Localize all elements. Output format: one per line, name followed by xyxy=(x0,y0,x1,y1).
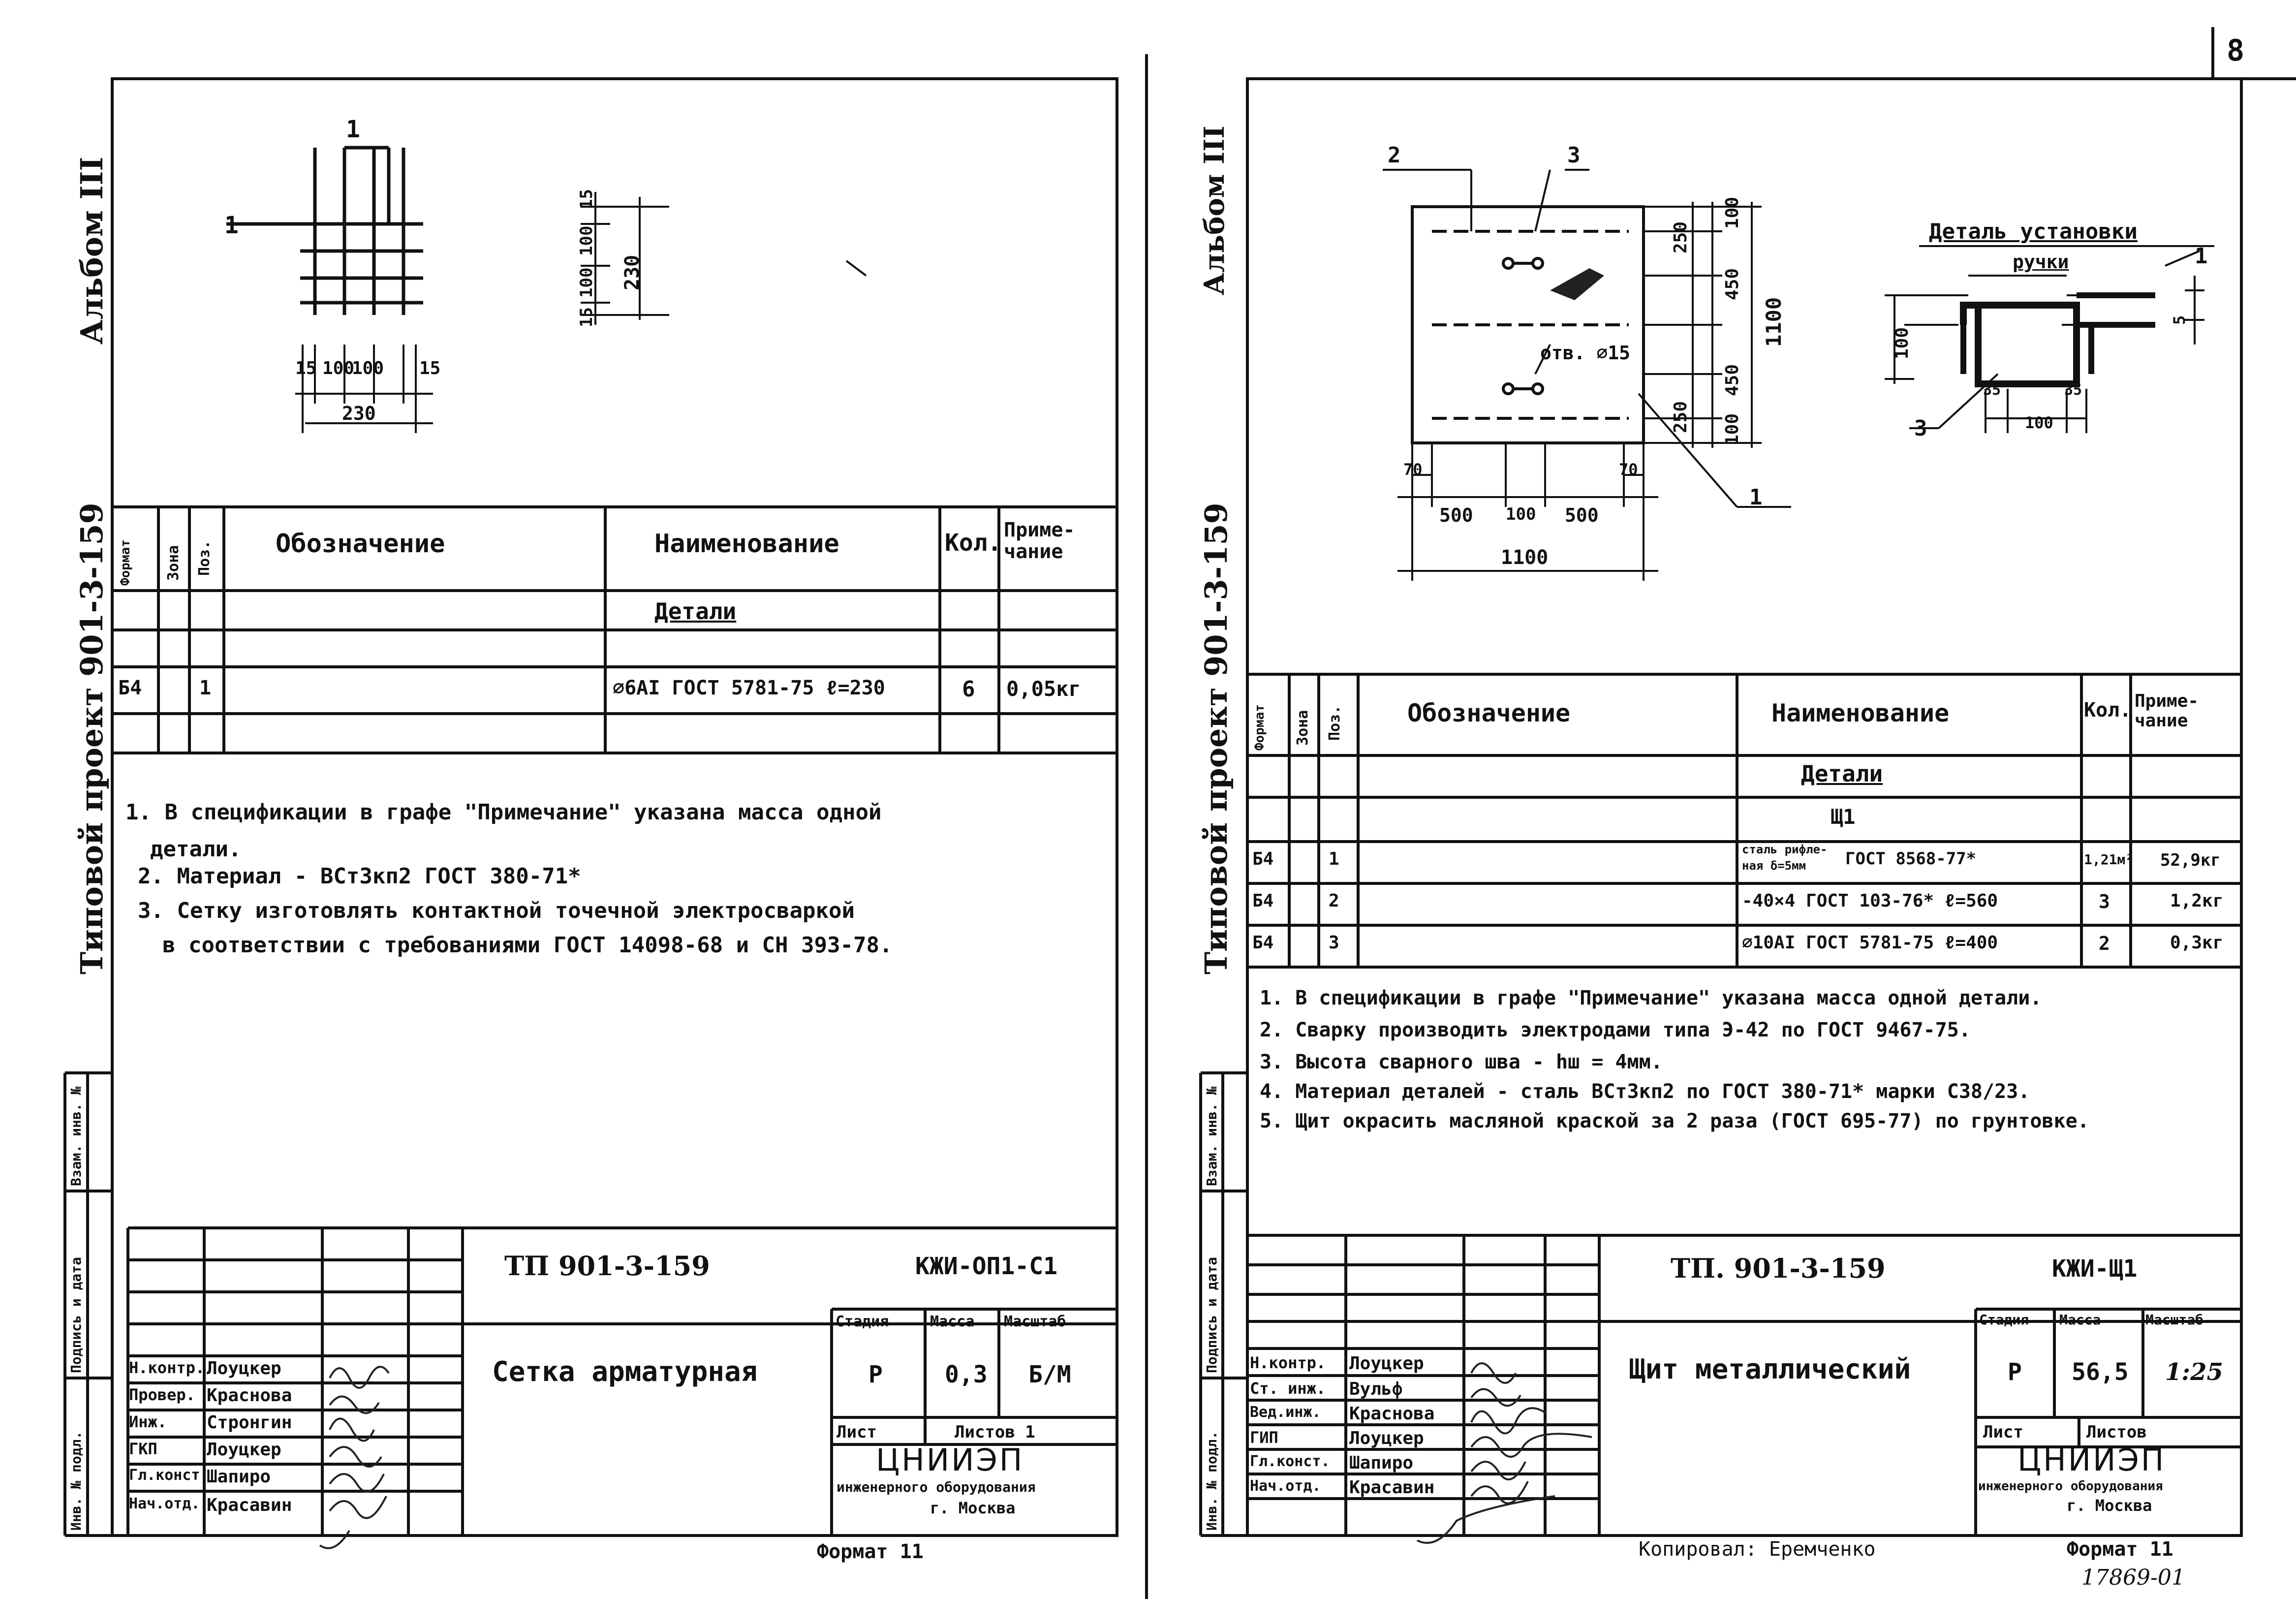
cell-name: ⌀10АI ГОСТ 5781-75 ℓ=400 xyxy=(1742,933,1998,953)
role-name: Красавин xyxy=(1349,1477,1435,1498)
hole-label: отв. ⌀15 xyxy=(1540,342,1631,364)
cell-pos: 1 xyxy=(1329,849,1339,869)
dim-label: 70 xyxy=(1619,460,1638,479)
col-note: Приме- чание xyxy=(1004,519,1075,563)
cell-note: 0,05кг xyxy=(1006,677,1081,701)
album-label: Альбом III xyxy=(74,157,110,345)
note-line: 4. Материал деталей - сталь ВСт3кп2 по ГОСТ 380-71* марки С38/23. xyxy=(1260,1080,2030,1103)
col-designation: Обозначение xyxy=(276,529,445,559)
col-stage: Стадия xyxy=(1979,1312,2029,1328)
note-line: 1. В спецификации в графе "Примечание" указана масса одной детали. xyxy=(1260,987,2042,1009)
role-label: Н.контр. xyxy=(129,1358,205,1377)
dim-label: 15 xyxy=(295,358,317,378)
role-name: Шапиро xyxy=(207,1467,271,1487)
leader-label: 2 xyxy=(1388,143,1401,168)
role-label: Гл.конст. xyxy=(129,1467,209,1484)
role-name: Лоуцкер xyxy=(1349,1353,1424,1374)
col-qty: Кол. xyxy=(945,529,1002,557)
col-scale: Масштаб xyxy=(2145,1312,2204,1328)
role-name: Лоуцкер xyxy=(207,1440,281,1460)
note-line: 3. Высота сварного шва - hш = 4мм. xyxy=(1260,1051,1663,1073)
detail-title: Деталь установки xyxy=(1929,219,2138,244)
col-format: Формат xyxy=(118,539,133,586)
detail-leader: 3 xyxy=(1914,416,1927,441)
leader-label: 1 xyxy=(224,212,239,239)
note-line: 3. Сетку изготовлять контактной точечной электросваркой xyxy=(138,898,855,923)
format-label: Формат 11 xyxy=(2067,1538,2173,1561)
detail-dim: 100 xyxy=(2025,413,2053,432)
side-stamp-inv: Инв. № подл. xyxy=(1204,1431,1220,1531)
dim-label: 70 xyxy=(1403,460,1423,479)
cell-pos: 2 xyxy=(1329,891,1339,911)
col-mass: Масса xyxy=(2059,1312,2101,1328)
detail-subtitle: ручки xyxy=(2013,251,2069,273)
side-stamp-inv: Инв. № подл. xyxy=(68,1431,84,1531)
mass-value: 56,5 xyxy=(2072,1358,2129,1386)
dim-label: 500 xyxy=(1439,504,1473,526)
role-label: Нач.отд. xyxy=(129,1495,200,1512)
subsection-title: Щ1 xyxy=(1831,805,1856,829)
leader-label: 1 xyxy=(346,116,360,143)
doc-code: ТП 901-3-159 xyxy=(504,1250,710,1282)
org-sub: инженерного оборудования xyxy=(837,1479,1036,1495)
col-scale: Масштаб xyxy=(1004,1313,1066,1330)
col-note: Приме- чание xyxy=(2135,691,2199,731)
scale-value: 1:25 xyxy=(2165,1358,2223,1386)
org-logo: ЦНИИЭП xyxy=(2017,1442,2166,1478)
role-name: Краснова xyxy=(1349,1404,1435,1424)
cell-name-c: ГОСТ 8568-77* xyxy=(1845,849,1977,869)
side-stamp-signature: Подпись и дата xyxy=(68,1256,84,1373)
role-label: ГКП xyxy=(129,1440,157,1458)
cell-note: 1,2кг xyxy=(2170,891,2224,911)
section-title: Детали xyxy=(1801,760,1883,787)
stage-value: Р xyxy=(2008,1358,2022,1386)
col-name: Наименование xyxy=(654,529,839,559)
col-zone: Зона xyxy=(1294,710,1311,746)
dim-label: 100 xyxy=(352,358,384,378)
sheet-code: КЖИ-ОП1-С1 xyxy=(915,1253,1057,1280)
org-sub: инженерного оборудования xyxy=(1978,1479,2163,1494)
dim-total: 1100 xyxy=(1762,297,1786,347)
col-qty: Кол. xyxy=(2084,699,2132,721)
dim-label: 100 xyxy=(577,267,596,298)
dim-total: 230 xyxy=(621,254,644,290)
dim-label: 100 xyxy=(1506,504,1536,524)
role-name: Лоуцкер xyxy=(1349,1428,1424,1448)
dim-label: 100 xyxy=(577,225,596,256)
album-label: Альбом III xyxy=(1198,125,1231,295)
cell-name: ⌀6АI ГОСТ 5781-75 ℓ=230 xyxy=(613,677,885,699)
section-title: Детали xyxy=(654,598,737,625)
col-pos: Поз. xyxy=(1326,705,1343,741)
cell-qty: 2 xyxy=(2099,933,2110,954)
sheet-label: Лист xyxy=(1983,1422,2023,1442)
copied-by: Копировал: Еремченко xyxy=(1639,1538,1876,1561)
cell-qty: 1,21м² xyxy=(2084,851,2134,868)
role-label: ГИП xyxy=(1250,1428,1278,1447)
note-line: 1. В спецификации в графе "Примечание" указана масса одной xyxy=(125,800,882,825)
role-name: Шапиро xyxy=(1349,1453,1414,1473)
col-name: Наименование xyxy=(1771,699,1950,727)
role-name: Лоуцкер xyxy=(207,1358,281,1379)
sheets-label: Листов 1 xyxy=(955,1422,1035,1442)
dim-label: 100 xyxy=(322,358,355,378)
project-label: Типовой проект 901-3-159 xyxy=(1198,502,1234,974)
role-name: Краснова xyxy=(207,1385,292,1406)
dim-total: 230 xyxy=(342,403,376,424)
side-stamp-replace: Взам. инв. № xyxy=(68,1086,84,1186)
col-designation: Обозначение xyxy=(1407,699,1571,727)
leader-label: 1 xyxy=(1749,485,1763,510)
cell-pos: 3 xyxy=(1329,933,1339,953)
mass-value: 0,3 xyxy=(945,1361,988,1388)
side-stamp-replace: Взам. инв. № xyxy=(1204,1086,1220,1186)
role-name: Вульф xyxy=(1349,1379,1403,1399)
cell-format: Б4 xyxy=(1252,891,1274,911)
dim-label: 100 xyxy=(1722,196,1742,229)
dim-total: 1100 xyxy=(1501,546,1549,569)
role-label: Нач.отд. xyxy=(1250,1477,1321,1495)
doc-code: ТП. 901-3-159 xyxy=(1671,1253,1886,1284)
detail-dim: 5 xyxy=(2170,315,2189,325)
cell-pos: 1 xyxy=(199,677,212,699)
dim-label: 15 xyxy=(419,358,441,378)
role-label: Н.контр. xyxy=(1250,1353,1326,1372)
format-label: Формат 11 xyxy=(817,1540,924,1563)
detail-dim: 100 xyxy=(1892,327,1912,359)
col-mass: Масса xyxy=(930,1313,975,1330)
cell-qty: 3 xyxy=(2099,891,2110,912)
stage-value: Р xyxy=(869,1361,883,1388)
cell-note: 52,9кг xyxy=(2160,850,2221,870)
dim-label: 15 xyxy=(577,189,596,209)
detail-dim: 35 xyxy=(1983,381,2001,399)
org-city: г. Москва xyxy=(2067,1496,2152,1515)
role-label: Инж. xyxy=(129,1412,167,1431)
sheets-label: Листов xyxy=(2086,1422,2147,1442)
leader-label: 3 xyxy=(1567,143,1581,168)
cell-name-a: сталь рифле- xyxy=(1742,843,1828,856)
col-stage: Стадия xyxy=(836,1313,889,1330)
cell-note: 0,3кг xyxy=(2170,933,2224,953)
note-line: детали. xyxy=(150,837,242,862)
sheet-title: Щит металлический xyxy=(1629,1353,1911,1385)
dim-label: 450 xyxy=(1722,268,1742,300)
sheet-title: Сетка арматурная xyxy=(492,1356,758,1388)
role-name: Красавин xyxy=(207,1495,292,1515)
dim-label: 450 xyxy=(1722,364,1742,396)
cell-qty: 6 xyxy=(962,677,975,702)
side-stamp-signature: Подпись и дата xyxy=(1204,1256,1220,1373)
page-number: 8 xyxy=(2227,33,2245,68)
cell-name: -40×4 ГОСТ 103-76* ℓ=560 xyxy=(1742,891,1998,911)
detail-dim: 35 xyxy=(2064,381,2082,399)
project-label: Типовой проект 901-3-159 xyxy=(74,502,110,974)
org-logo: ЦНИИЭП xyxy=(876,1442,1024,1478)
sheet-code: КЖИ-Щ1 xyxy=(2052,1255,2138,1283)
cell-format: Б4 xyxy=(1252,849,1274,869)
note-line: 2. Материал - ВСт3кп2 ГОСТ 380-71* xyxy=(138,864,581,889)
stamp-number: 17869-01 xyxy=(2081,1565,2185,1590)
dim-label: 250 xyxy=(1671,401,1691,433)
dim-label: 100 xyxy=(1722,413,1742,445)
dim-label: 15 xyxy=(577,307,596,327)
col-zone: Зона xyxy=(165,545,182,581)
cell-format: Б4 xyxy=(118,677,142,699)
sheet-label: Лист xyxy=(837,1422,877,1442)
note-line: в соответствии с требованиями ГОСТ 14098-68 и СН 393-78. xyxy=(162,933,893,958)
role-label: Вед.инж. xyxy=(1250,1404,1321,1421)
role-label: Провер. xyxy=(129,1385,195,1404)
col-format: Формат xyxy=(1252,704,1267,751)
org-city: г. Москва xyxy=(930,1499,1016,1517)
role-label: Ст. инж. xyxy=(1250,1379,1326,1398)
note-line: 2. Сварку производить электродами типа Э-42 по ГОСТ 9467-75. xyxy=(1260,1019,1971,1041)
note-line: 5. Щит окрасить масляной краской за 2 раза (ГОСТ 695-77) по грунтовке. xyxy=(1260,1110,2089,1132)
detail-leader: 1 xyxy=(2195,244,2208,269)
role-label: Гл.конст. xyxy=(1250,1453,1330,1470)
col-pos: Поз. xyxy=(196,540,213,576)
role-name: Стронгин xyxy=(207,1412,292,1433)
scale-value: Б/М xyxy=(1028,1361,1071,1388)
cell-format: Б4 xyxy=(1252,933,1274,953)
dim-label: 500 xyxy=(1565,504,1599,526)
dim-label: 250 xyxy=(1671,221,1691,253)
cell-name-b: ная δ=5мм xyxy=(1742,859,1806,873)
